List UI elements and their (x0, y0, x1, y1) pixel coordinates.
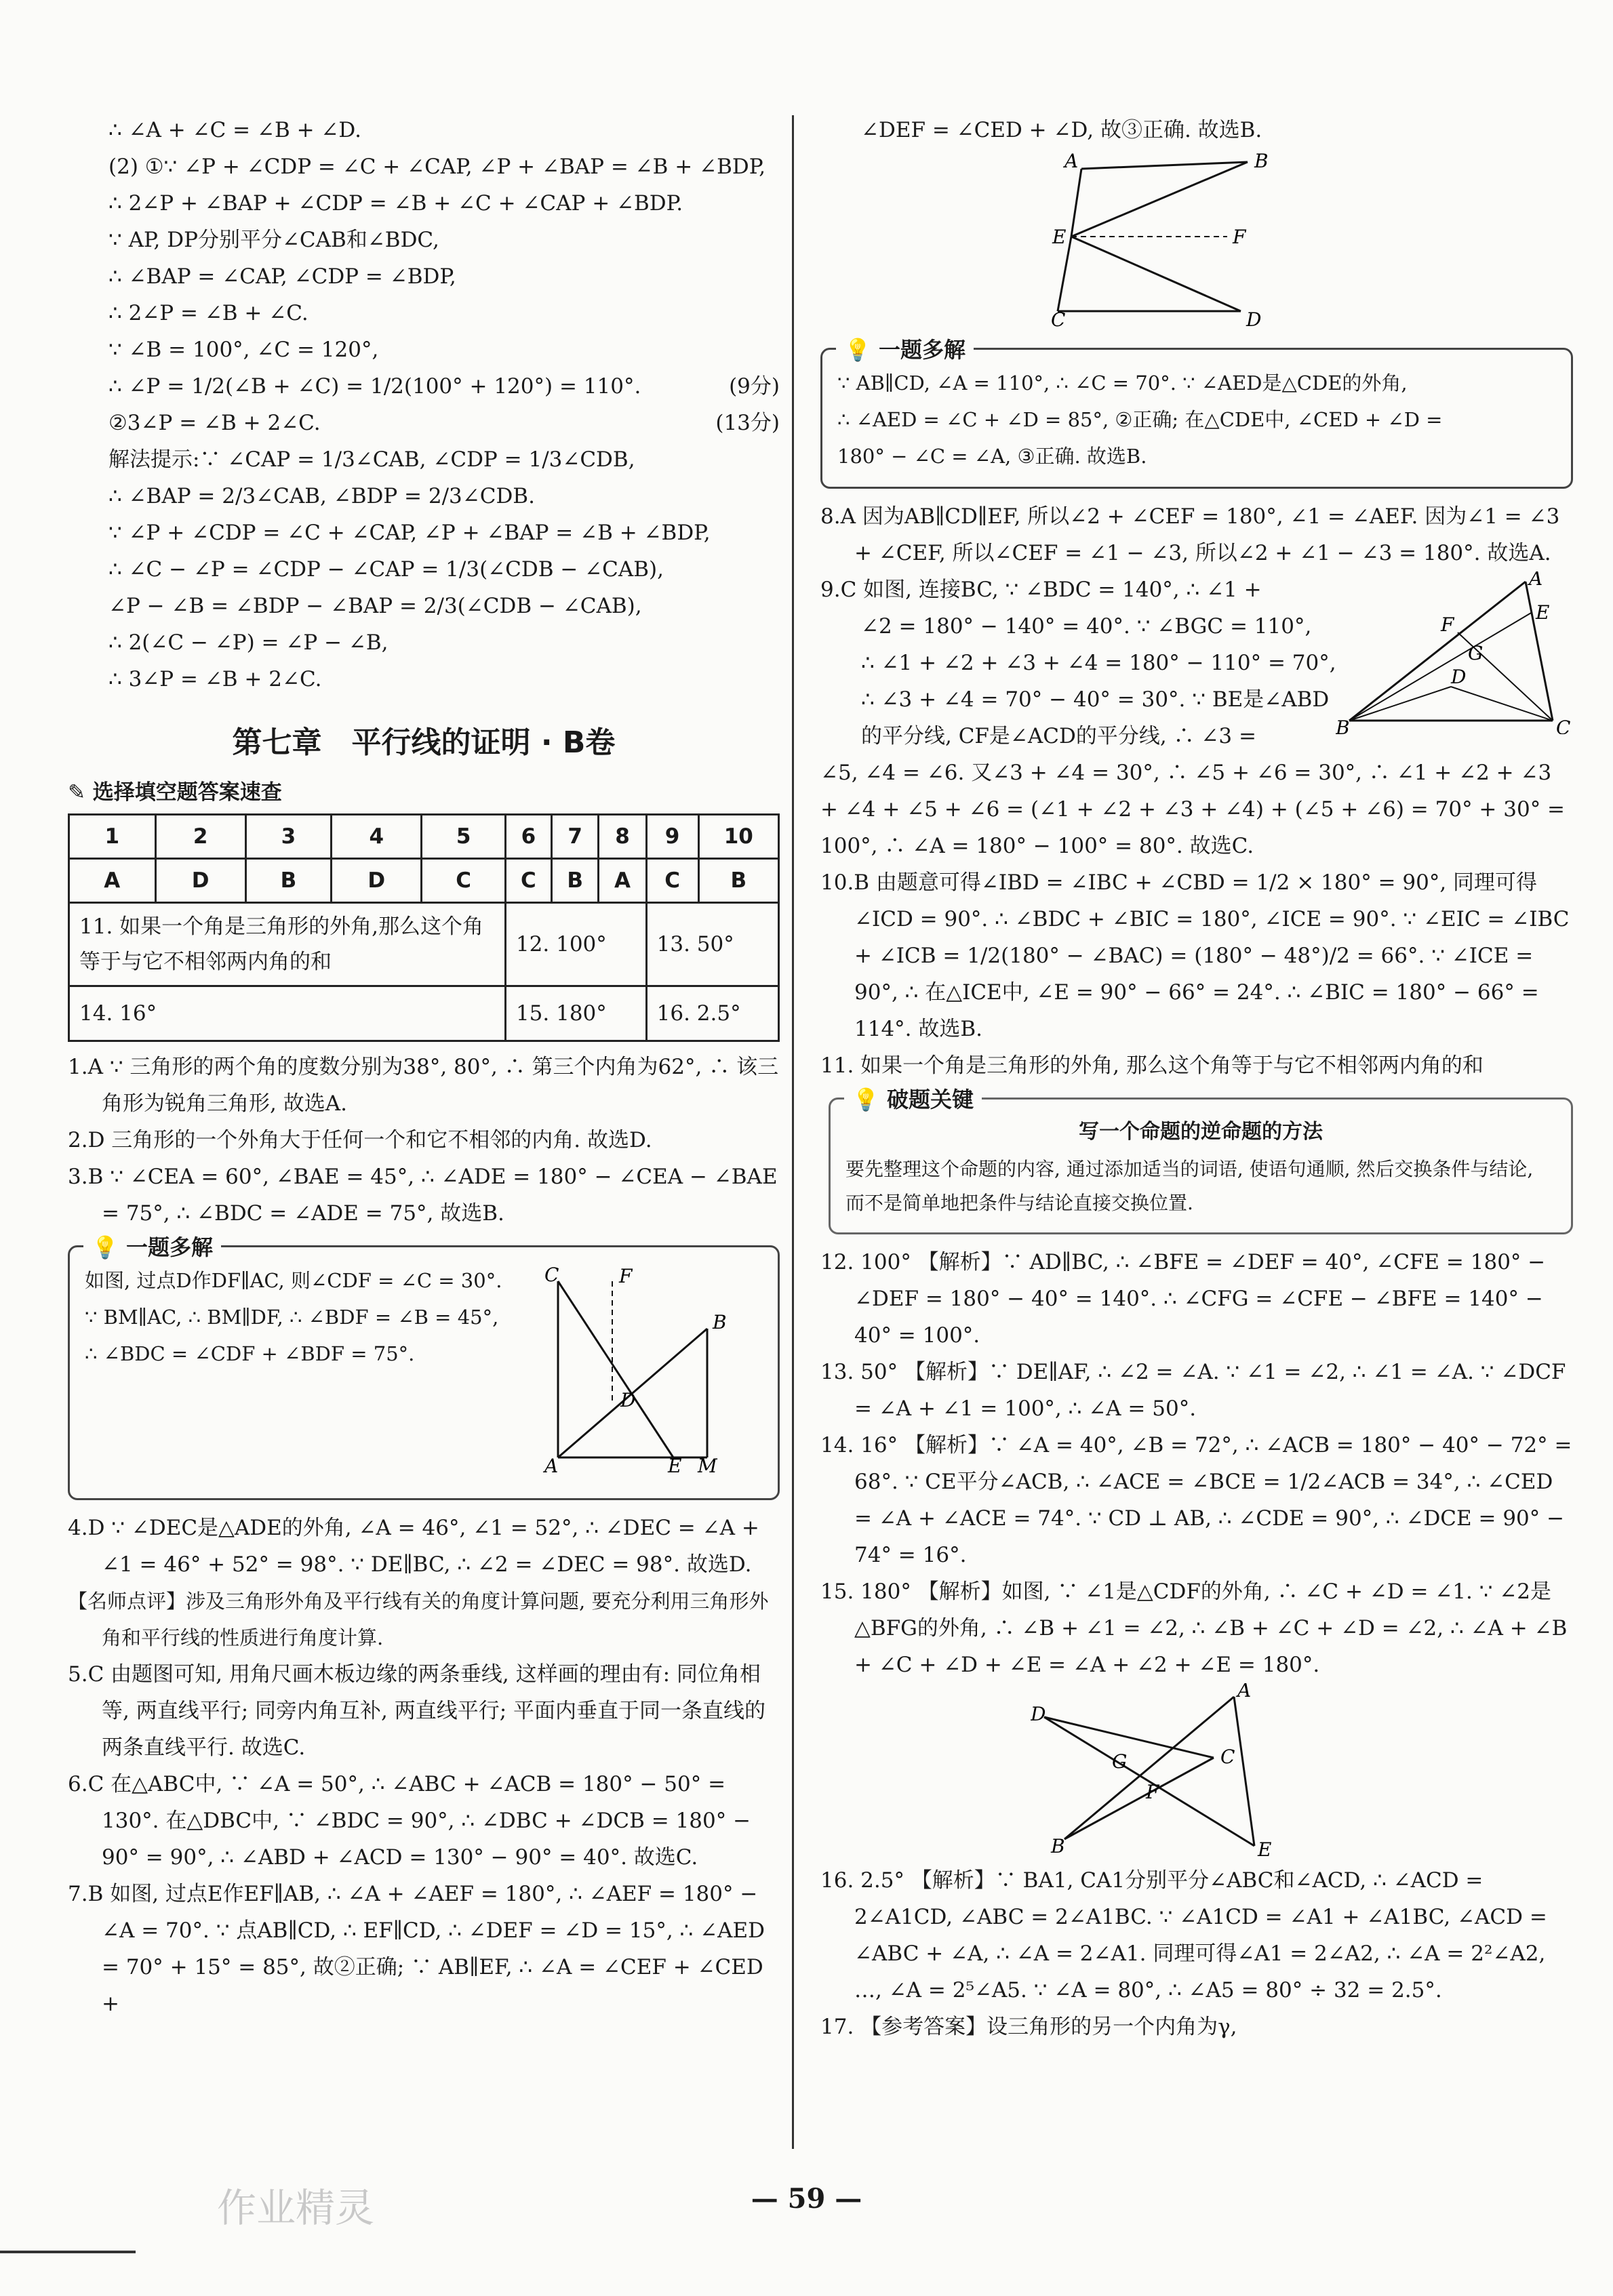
table-row (69, 859, 779, 903)
text-line (68, 405, 780, 441)
table-cell: 15. 180° (505, 986, 646, 1041)
figure-q15 (1031, 1683, 1302, 1859)
table-cell: 8 (599, 815, 646, 859)
multi-solution-box (68, 1234, 780, 1500)
figure-label: D (1031, 1703, 1046, 1725)
text-line: ∴ ∠BAP = 2/3∠CAB, ∠BDP = 2/3∠CDB. (108, 484, 535, 508)
box-line: 如图, 过点D作DF∥AC, 则∠CDF = ∠C = 30°. (85, 1269, 502, 1292)
table-cell: 2 (155, 815, 245, 859)
figure-label: F (619, 1265, 633, 1287)
figure-label: E (1052, 226, 1067, 248)
figure-label: B (1051, 1835, 1065, 1857)
figure-label: F (1441, 613, 1454, 636)
figure-line (1071, 162, 1248, 237)
figure-line (1349, 687, 1451, 721)
text-line: 9.C 如图, 连接BC, ∵ ∠BDC = 140°, ∴ ∠1 + (820, 578, 1262, 602)
figure-label: C (1220, 1746, 1235, 1768)
solution-2: 2.D 三角形的一个外角大于任何一个和它不相邻的内角. 故选D. (68, 1128, 652, 1152)
pencil-icon: ✎ (68, 780, 85, 805)
figure-line (558, 1281, 673, 1457)
figure-line (1071, 237, 1241, 311)
figure-label: B (1336, 717, 1350, 734)
text-line: ∴ ∠C − ∠P = ∠CDP − ∠CAP = 1/3(∠CDB − ∠CAB), (108, 557, 664, 582)
text-line: ∴ ∠1 + ∠2 + ∠3 + ∠4 = 180° − 110° = 70°, (861, 651, 1336, 675)
text-line: ∠DEF = ∠CED + ∠D, 故③正确. 故选B. (861, 118, 1262, 142)
text-line: ∴ ∠BAP = ∠CAP, ∠CDP = ∠BDP, (108, 264, 456, 289)
figure-label: C (1556, 717, 1571, 734)
figure-label: A (544, 1455, 559, 1477)
solution-12: 12. 100° 【解析】∵ AD∥BC, ∴ ∠BFE = ∠DEF = 40°, ∠CFE = 180° − ∠DEF = 180° − 40° = 140°. ∴ ∠CFG = ∠CFE − ∠BFE = 140° − 40° = 100°. (820, 1250, 1546, 1348)
solution-6: 6.C 在△ABC中, ∵ ∠A = 50°, ∴ ∠ABC + ∠ACB = 180° − 50° = 130°. 在△DBC中, ∵ ∠BDC = 90°, ∴ ∠DBC + ∠DCB = 180° − 90° = 90°, ∴ ∠ABD + ∠ACD = 130° − 90° = 40°. 故选C. (68, 1772, 751, 1870)
figure-label: D (1246, 308, 1262, 331)
figure-q9 (1336, 571, 1573, 734)
figure-label: D (620, 1389, 636, 1411)
box-heading: 写一个命题的逆命题的方法 (1079, 1120, 1323, 1144)
table-cell: A (599, 859, 646, 903)
table-row (69, 903, 779, 986)
table-cell: 4 (332, 815, 422, 859)
box-line: ∴ ∠AED = ∠C + ∠D = 85°, ②正确; 在△CDE中, ∠CED + ∠D = (837, 408, 1443, 431)
watermark: 作业精灵 (217, 2185, 375, 2231)
table-cell: 3 (245, 815, 331, 859)
key-insight-box (829, 1087, 1573, 1234)
text-line: ∵ ∠B = 100°, ∠C = 120°, (108, 338, 379, 362)
solution-13: 13. 50° 【解析】∵ DE∥AF, ∴ ∠2 = ∠A. ∵ ∠1 = ∠2, ∴ ∠1 = ∠A. ∵ ∠DCF = ∠A + ∠1 = 100°, ∴ ∠A = 50°. (820, 1360, 1566, 1421)
solution-9 (820, 571, 1573, 754)
text-line: ∵ AP, DP分别平分∠CAB和∠BDC, (108, 228, 439, 252)
text-line: (2) ①∵ ∠P + ∠CDP = ∠C + ∠CAP, ∠P + ∠BAP = ∠B + ∠BDP, (108, 155, 766, 179)
solution-17: 17. 【参考答案】设三角形的另一个内角为γ, (820, 2015, 1237, 2039)
table-cell: C (505, 859, 551, 903)
table-cell: C (646, 859, 698, 903)
figure-line (1234, 1697, 1254, 1846)
multi-solution-box (820, 337, 1573, 489)
solution-7: 7.B 如图, 过点E作EF∥AB, ∴ ∠A + ∠AEF = 180°, ∴ ∠AEF = 180° − ∠A = 70°. ∵ 点AB∥CD, ∴ EF∥CD, ∴ ∠DEF = ∠D = 15°, ∴ ∠AED = 70° + 15° = 85°, 故②正确; ∵ AB∥EF, ∴ ∠A = ∠CEF + ∠CED + (68, 1882, 765, 2016)
table-cell: B (551, 859, 599, 903)
text-line: ∴ ∠3 + ∠4 = 70° − 40° = 30°. ∵ BE是∠ABD (861, 687, 1330, 712)
solution-16: 16. 2.5° 【解析】∵ BA1, CA1分别平分∠ABC和∠ACD, ∴ ∠ACD = 2∠A1CD, ∠ABC = 2∠A1BC. ∵ ∠A1CD = ∠A1 + ∠A1BC, ∠ACD = ∠ABC + ∠A, ∴ ∠A = 2∠A1. 同理可得∠A1 = 2∠A2, ∴ ∠A = 2²∠A2, …, ∠A = 2⁵∠A5. ∵ ∠A = 80°, ∴ ∠A5 = 80° ÷ 32 = 2.5°. (820, 1868, 1547, 2002)
solution-1: 1.A ∵ 三角形的两个角的度数分别为38°, 80°, ∴ 第三个内角为62°, ∴ 该三角形为锐角三角形, 故选A. (68, 1055, 779, 1116)
solution-5: 5.C 由题图可知, 用角尺画木板边缘的两条垂线, 这样画的理由有: 同位角相等, 两直线平行; 同旁内角互补, 两直线平行; 平面内垂直于同一条直线的两条直线平行. 故选C. (68, 1662, 766, 1760)
text-line: ∠2 = 180° − 140° = 40°. ∵ ∠BGC = 110°, (861, 614, 1312, 639)
box-line: ∵ AB∥CD, ∠A = 110°, ∴ ∠C = 70°. ∵ ∠AED是△CDE的外角, (837, 371, 1408, 395)
solution-10: 10.B 由题意可得∠IBD = ∠IBC + ∠CBD = 1/2 × 180° = 90°, 同理可得∠ICD = 90°. ∴ ∠BDC + ∠BIC = 180°, ∠ICE = 90°. ∵ ∠EIC = ∠IBC + ∠ICB = 1/2(180° − ∠BAC) = (180° − 48°)/2 = 66°. ∵ ∠ICE = 90°, ∴ 在△ICE中, ∠E = 90° − 66° = 24°. ∴ ∠BIC = 180° − 66° = 114°. 故选B. (820, 870, 1570, 1041)
solution-11: 11. 如果一个角是三角形的外角, 那么这个角等于与它不相邻两内角的和 (820, 1053, 1483, 1078)
figure-q7 (1051, 148, 1322, 331)
score: (9分) (729, 374, 780, 399)
text-line: ∴ 2∠P = ∠B + ∠C. (108, 301, 308, 325)
page-number: — 59 — (751, 2183, 862, 2215)
solution-8: 8.A 因为AB∥CD∥EF, 所以∠2 + ∠CEF = 180°, ∠1 = ∠AEF. 因为∠1 = ∠3 + ∠CEF, 所以∠CEF = ∠1 − ∠3, 所以∠2 + ∠1 − ∠3 = 180°. 故选A. (820, 504, 1560, 565)
table-cell: 14. 16° (69, 986, 506, 1041)
lightbulb-icon: 💡 (92, 1234, 119, 1260)
teacher-tip: 【名师点评】涉及三角形外角及平行线有关的角度计算问题, 要充分利用三角形外角和平行线的性质进行角度计算. (68, 1590, 769, 1649)
figure-line (1081, 162, 1248, 169)
table-cell: B (698, 859, 778, 903)
text-line: ∴ 3∠P = ∠B + 2∠C. (108, 667, 322, 691)
box-title (844, 1082, 982, 1117)
table-cell: B (245, 859, 331, 903)
table-row (69, 815, 779, 859)
text-line: ∴ ∠A + ∠C = ∠B + ∠D. (108, 118, 362, 142)
table-cell: 13. 50° (646, 903, 778, 986)
box-title-text: 一题多解 (878, 337, 965, 363)
text-line: ∴ 2∠P + ∠BAP + ∠CDP = ∠B + ∠C + ∠CAP + ∠BDP. (108, 191, 683, 216)
answer-table (68, 813, 780, 1042)
figure-line (1349, 582, 1526, 721)
column-divider (792, 115, 794, 2149)
text-line: ∴ 2(∠C − ∠P) = ∠P − ∠B, (108, 630, 389, 655)
figure-label: G (1468, 642, 1483, 664)
figure-line (1071, 169, 1081, 237)
figure-label: A (1529, 571, 1543, 590)
figure-label: E (668, 1455, 682, 1477)
figure-line (1451, 687, 1553, 721)
lightbulb-icon: 💡 (852, 1087, 879, 1112)
figure-label: C (1051, 308, 1066, 331)
table-cell: 11. 如果一个角是三角形的外角,那么这个角等于与它不相邻两内角的和 (69, 903, 506, 986)
chapter-title: 第七章 平行线的证明 · B卷 (232, 725, 616, 760)
figure-label: M (698, 1455, 717, 1477)
box-title-text: 一题多解 (125, 1234, 213, 1260)
table-cell: 7 (551, 815, 599, 859)
equation: ②3∠P = ∠B + 2∠C. (108, 411, 321, 435)
solution-3: 3.B ∵ ∠CEA = 60°, ∠BAE = 45°, ∴ ∠ADE = 180° − ∠CEA − ∠BAE = 75°, ∴ ∠BDC = ∠ADE = 75°, 故选B. (68, 1165, 778, 1226)
text-line: ∠P − ∠B = ∠BDP − ∠BAP = 2/3(∠CDB − ∠CAB), (108, 594, 642, 618)
quick-check-title: 选择填空题答案速查 (92, 780, 282, 805)
score: (13分) (715, 411, 780, 435)
text-line: 解法提示:∵ ∠CAP = 1/3∠CAB, ∠CDP = 1/3∠CDB, (108, 447, 635, 472)
table-cell: 6 (505, 815, 551, 859)
solution-4: 4.D ∵ ∠DEC是△ADE的外角, ∠A = 46°, ∠1 = 52°, ∴ ∠DEC = ∠A + ∠1 = 46° + 52° = 98°. ∵ DE∥BC, ∴ ∠2 = ∠DEC = 98°. 故选D. (68, 1516, 759, 1577)
box-title (83, 1230, 221, 1265)
table-cell: 5 (422, 815, 506, 859)
box-line: ∴ ∠BDC = ∠CDF + ∠BDF = 75°. (85, 1342, 415, 1365)
figure-label: A (1237, 1683, 1252, 1701)
quick-check-heading (68, 775, 780, 805)
solution-15: 15. 180° 【解析】如图, ∵ ∠1是△CDF的外角, ∴ ∠C + ∠D = ∠1. ∵ ∠2是△BFG的外角, ∴ ∠B + ∠1 = ∠2, ∴ ∠B + ∠C + ∠D = ∠2, ∴ ∠A + ∠B + ∠C + ∠D + ∠E = ∠A + ∠2 + ∠E = 180°. (820, 1579, 1568, 1677)
solution-14: 14. 16° 【解析】∵ ∠A = 40°, ∠B = 72°, ∴ ∠ACB = 180° − 40° − 72° = 68°. ∵ CE平分∠ACB, ∴ ∠ACE = ∠BCE = 1/2∠ACB = 34°, ∴ ∠CED = ∠A + ∠ACE = 74°. ∵ CD ⊥ AB, ∴ ∠CDE = 90°, ∴ ∠DCE = 90° − 74° = 16°. (820, 1433, 1572, 1567)
text-line (68, 368, 780, 405)
box-title-text: 破题关键 (886, 1087, 974, 1112)
box-line: ∵ BM∥AC, ∴ BM∥DF, ∴ ∠BDF = ∠B = 45°, (85, 1306, 499, 1329)
figure-label: F (1146, 1781, 1159, 1803)
text-line: ∵ ∠P + ∠CDP = ∠C + ∠CAP, ∠P + ∠BAP = ∠B + ∠BDP, (108, 521, 711, 545)
equation: ∴ ∠P = 1/2(∠B + ∠C) = 1/2(100° + 120°) = 110°. (108, 374, 641, 399)
text-line: 的平分线, CF是∠ACD的平分线, ∴ ∠3 = (861, 724, 1256, 748)
table-cell: 12. 100° (505, 903, 646, 986)
table-cell: 10 (698, 815, 778, 859)
box-text: 要先整理这个命题的内容, 通过添加适当的词语, 使语句通顺, 然后交换条件与结论, 而不是简单地把条件与结论直接交换位置. (845, 1158, 1534, 1214)
left-column (68, 112, 780, 2022)
box-title (836, 332, 974, 367)
box-line: 180° − ∠C = ∠A, ③正确. 故选B. (837, 445, 1147, 468)
figure-label: E (1258, 1838, 1272, 1859)
figure-label: E (1536, 601, 1550, 624)
table-cell: D (155, 859, 245, 903)
figure-label: C (544, 1264, 559, 1286)
lightbulb-icon: 💡 (844, 337, 871, 363)
figure-line (1064, 1758, 1214, 1839)
table-cell: C (422, 859, 506, 903)
figure-label: B (1254, 150, 1269, 172)
figure-label: B (713, 1311, 727, 1333)
table-cell: 9 (646, 815, 698, 859)
figure-label: D (1451, 666, 1467, 688)
figure-line (1044, 1717, 1214, 1758)
figure-label: F (1233, 226, 1246, 248)
figure-label: A (1064, 150, 1079, 172)
figure-q3 (538, 1261, 741, 1478)
right-column (820, 112, 1573, 2045)
footer-rule (0, 2251, 136, 2253)
table-cell: A (69, 859, 156, 903)
table-cell: 1 (69, 815, 156, 859)
solution-9-rest: ∠5, ∠4 = ∠6. 又∠3 + ∠4 = 30°, ∴ ∠5 + ∠6 = 30°, ∴ ∠1 + ∠2 + ∠3 + ∠4 + ∠5 + ∠6 = (∠1 + ∠2 + ∠3 + ∠4) + (∠5 + ∠6) = 70° + 30° = 100°, ∴ ∠A = 180° − 100° = 80°. 故选C. (820, 761, 1566, 858)
table-cell: D (332, 859, 422, 903)
table-cell: 16. 2.5° (646, 986, 778, 1041)
table-row (69, 986, 779, 1041)
figure-label: G (1112, 1750, 1128, 1773)
